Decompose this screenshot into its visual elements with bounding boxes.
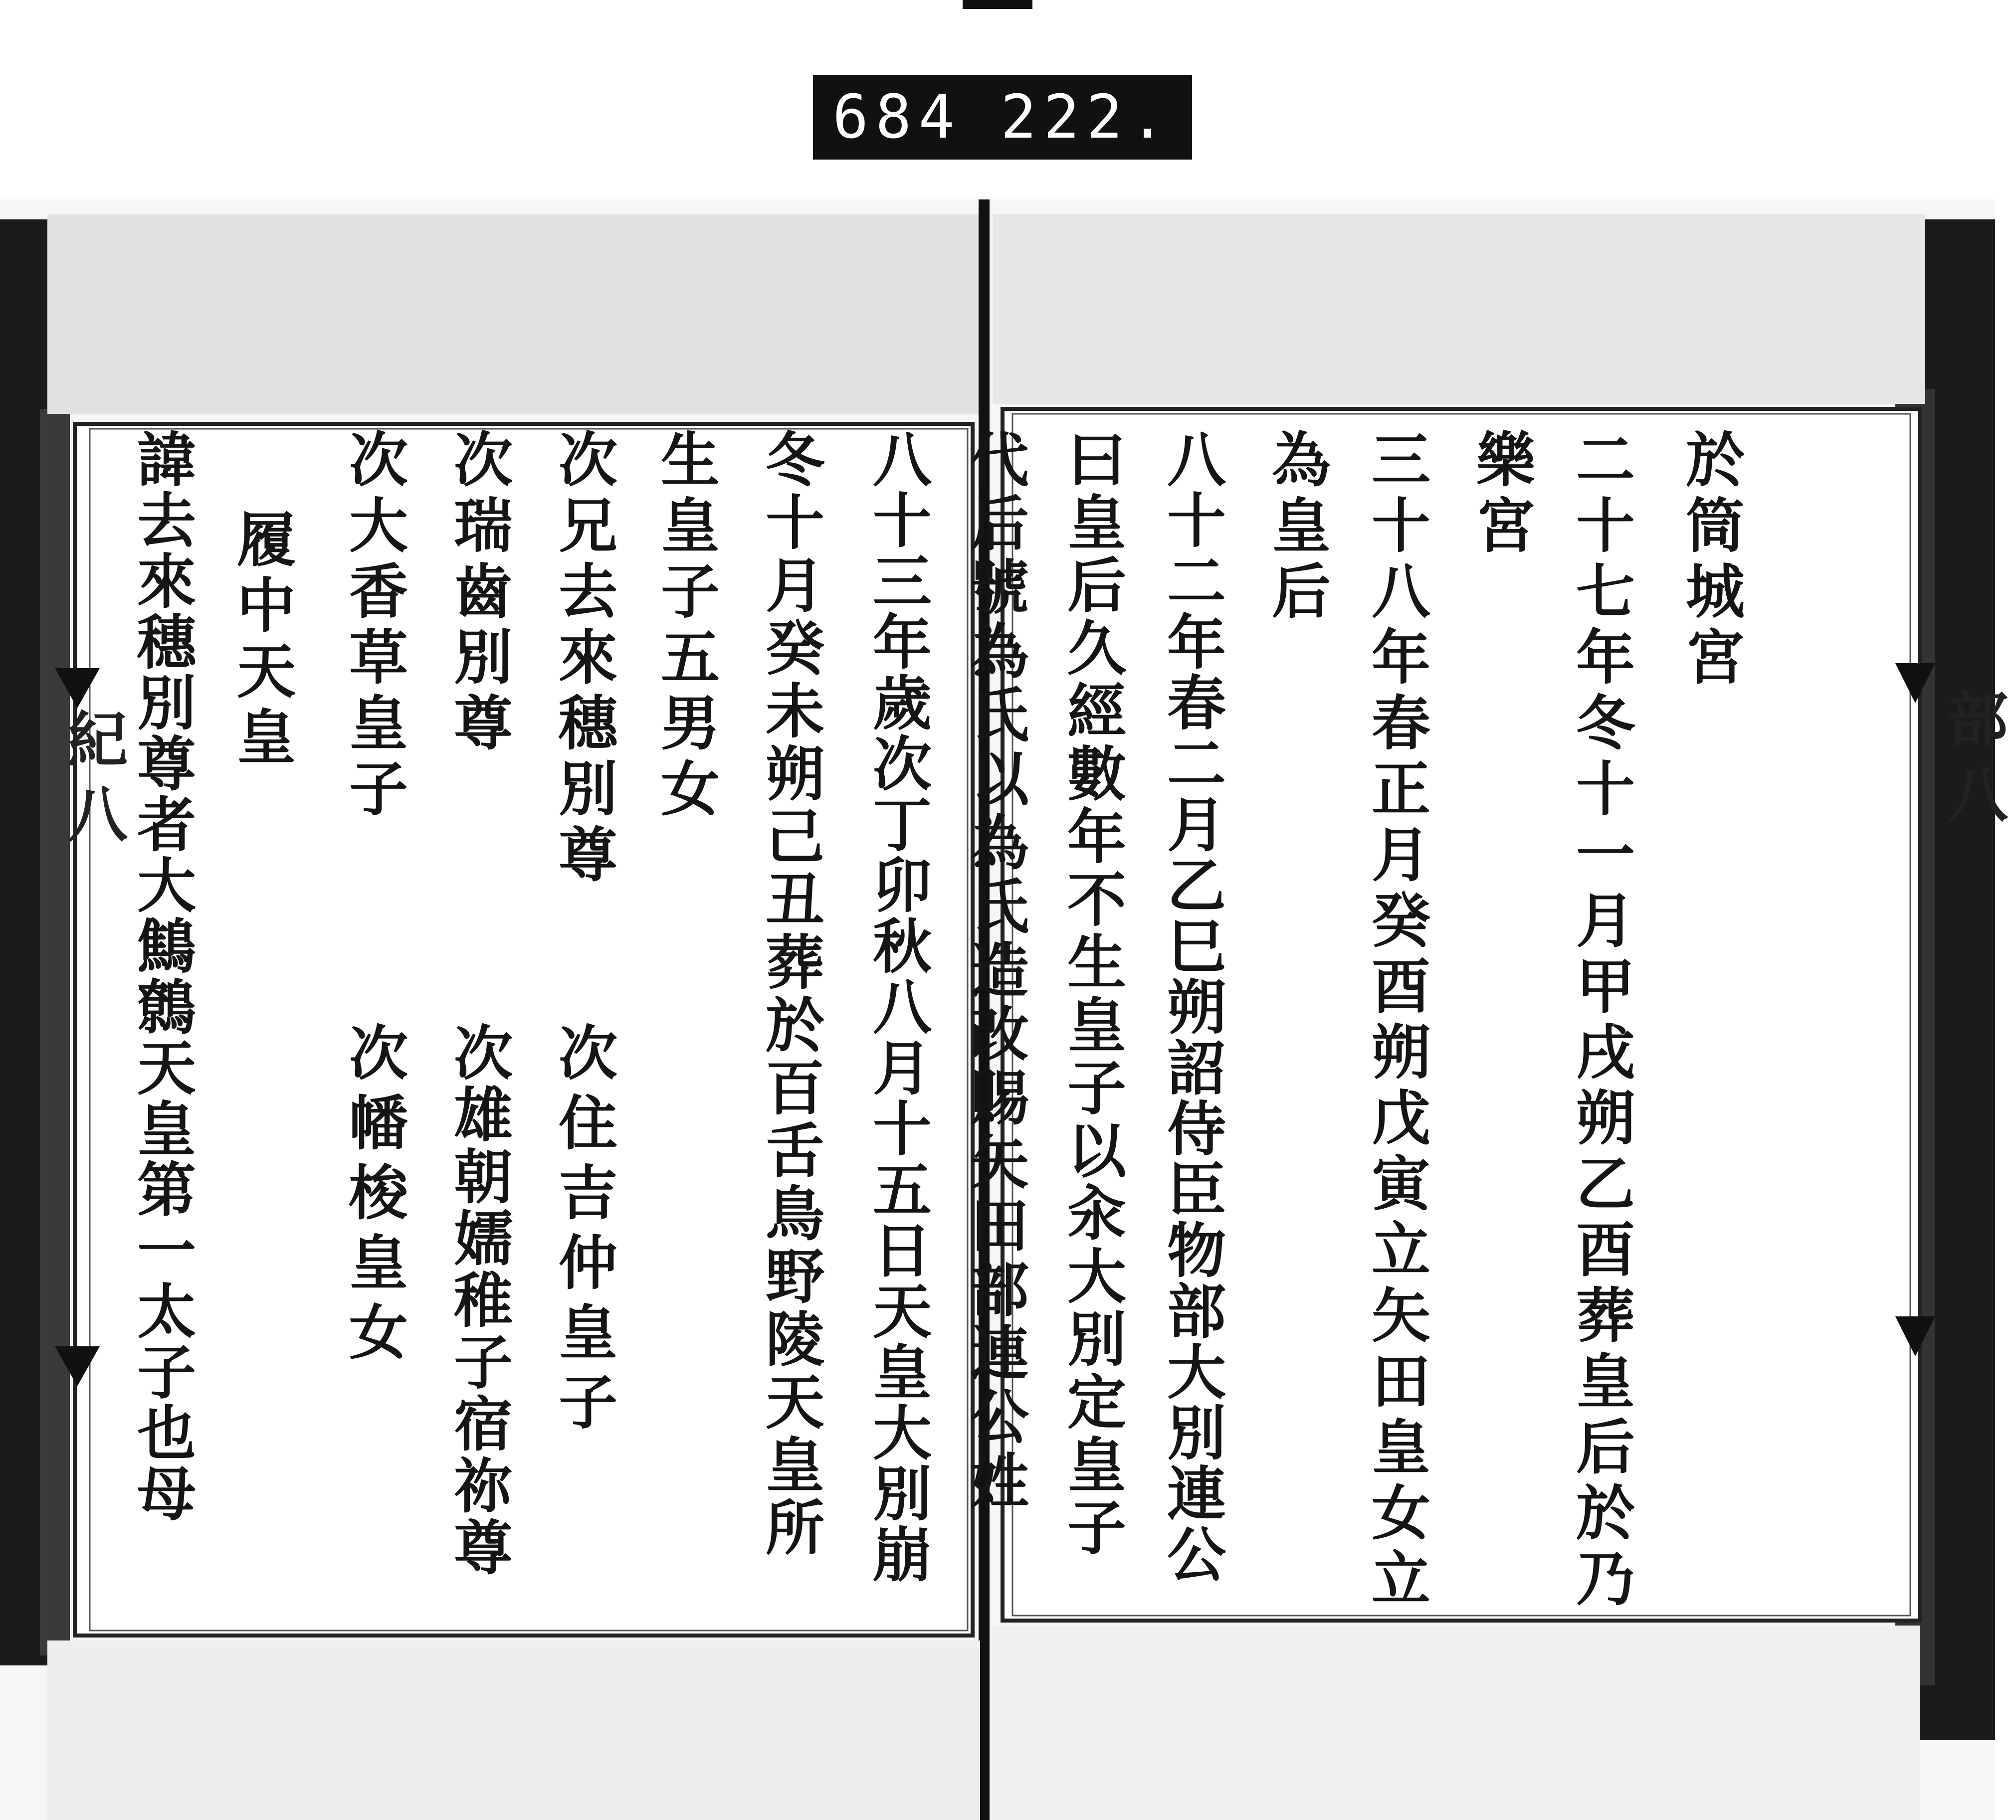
left-col-3: 生皇子五男女 xyxy=(651,429,720,824)
left-col-6: 次大香草皇子 xyxy=(339,429,408,824)
right-col-1: 於筒城宮 xyxy=(1676,429,1745,692)
right-edge-margin-text: 部八 xyxy=(1938,688,2009,838)
right-col-3: 樂宮 xyxy=(1466,429,1536,560)
right-col-5: 為皇后 xyxy=(1262,429,1331,626)
left-col-1: 八十三年歲次丁卯秋八月十五日天皇大別崩 xyxy=(863,429,932,1585)
left-lower-col-2: 次雄朝嬬稚子宿祢尊 xyxy=(444,1022,513,1579)
label-right-number: 222. xyxy=(1000,82,1173,152)
left-col-5: 次瑞齒別尊 xyxy=(444,429,513,758)
left-edge-margin-text: 紀八 xyxy=(58,708,128,858)
right-col-6: 八十二年春二月乙巳朔詔侍臣物部大別連公 xyxy=(1157,429,1226,1585)
left-col-4: 次兄去來穗別尊 xyxy=(549,429,618,890)
left-lower-col-1: 次住吉仲皇子 xyxy=(549,1022,618,1441)
label-left-number: 684 xyxy=(832,82,962,152)
right-col-2: 二十七年冬十一月甲戌朔乙酉葬皇后於乃 xyxy=(1566,429,1635,1614)
right-col-4: 三十八年春正月癸酉朔戊寅立矢田皇女立 xyxy=(1362,429,1431,1614)
left-col-2: 冬十月癸未朔己丑葬於百舌鳥野陵天皇所 xyxy=(756,429,825,1560)
archive-label xyxy=(813,75,1192,160)
left-col-7-reign-title: 履中天皇 xyxy=(227,509,296,772)
left-col-8: 諱去來穗別尊者大鷦鷯天皇第一太子也母 xyxy=(127,429,197,1524)
right-col-7: 曰皇后久經數年不生皇子以汆大別定皇子 xyxy=(1057,429,1127,1560)
right-col-8: 代后號為氏以為氏造改賜矢田部連公姓 xyxy=(960,429,1029,1514)
left-lower-col-3: 次幡梭皇女 xyxy=(339,1022,408,1371)
